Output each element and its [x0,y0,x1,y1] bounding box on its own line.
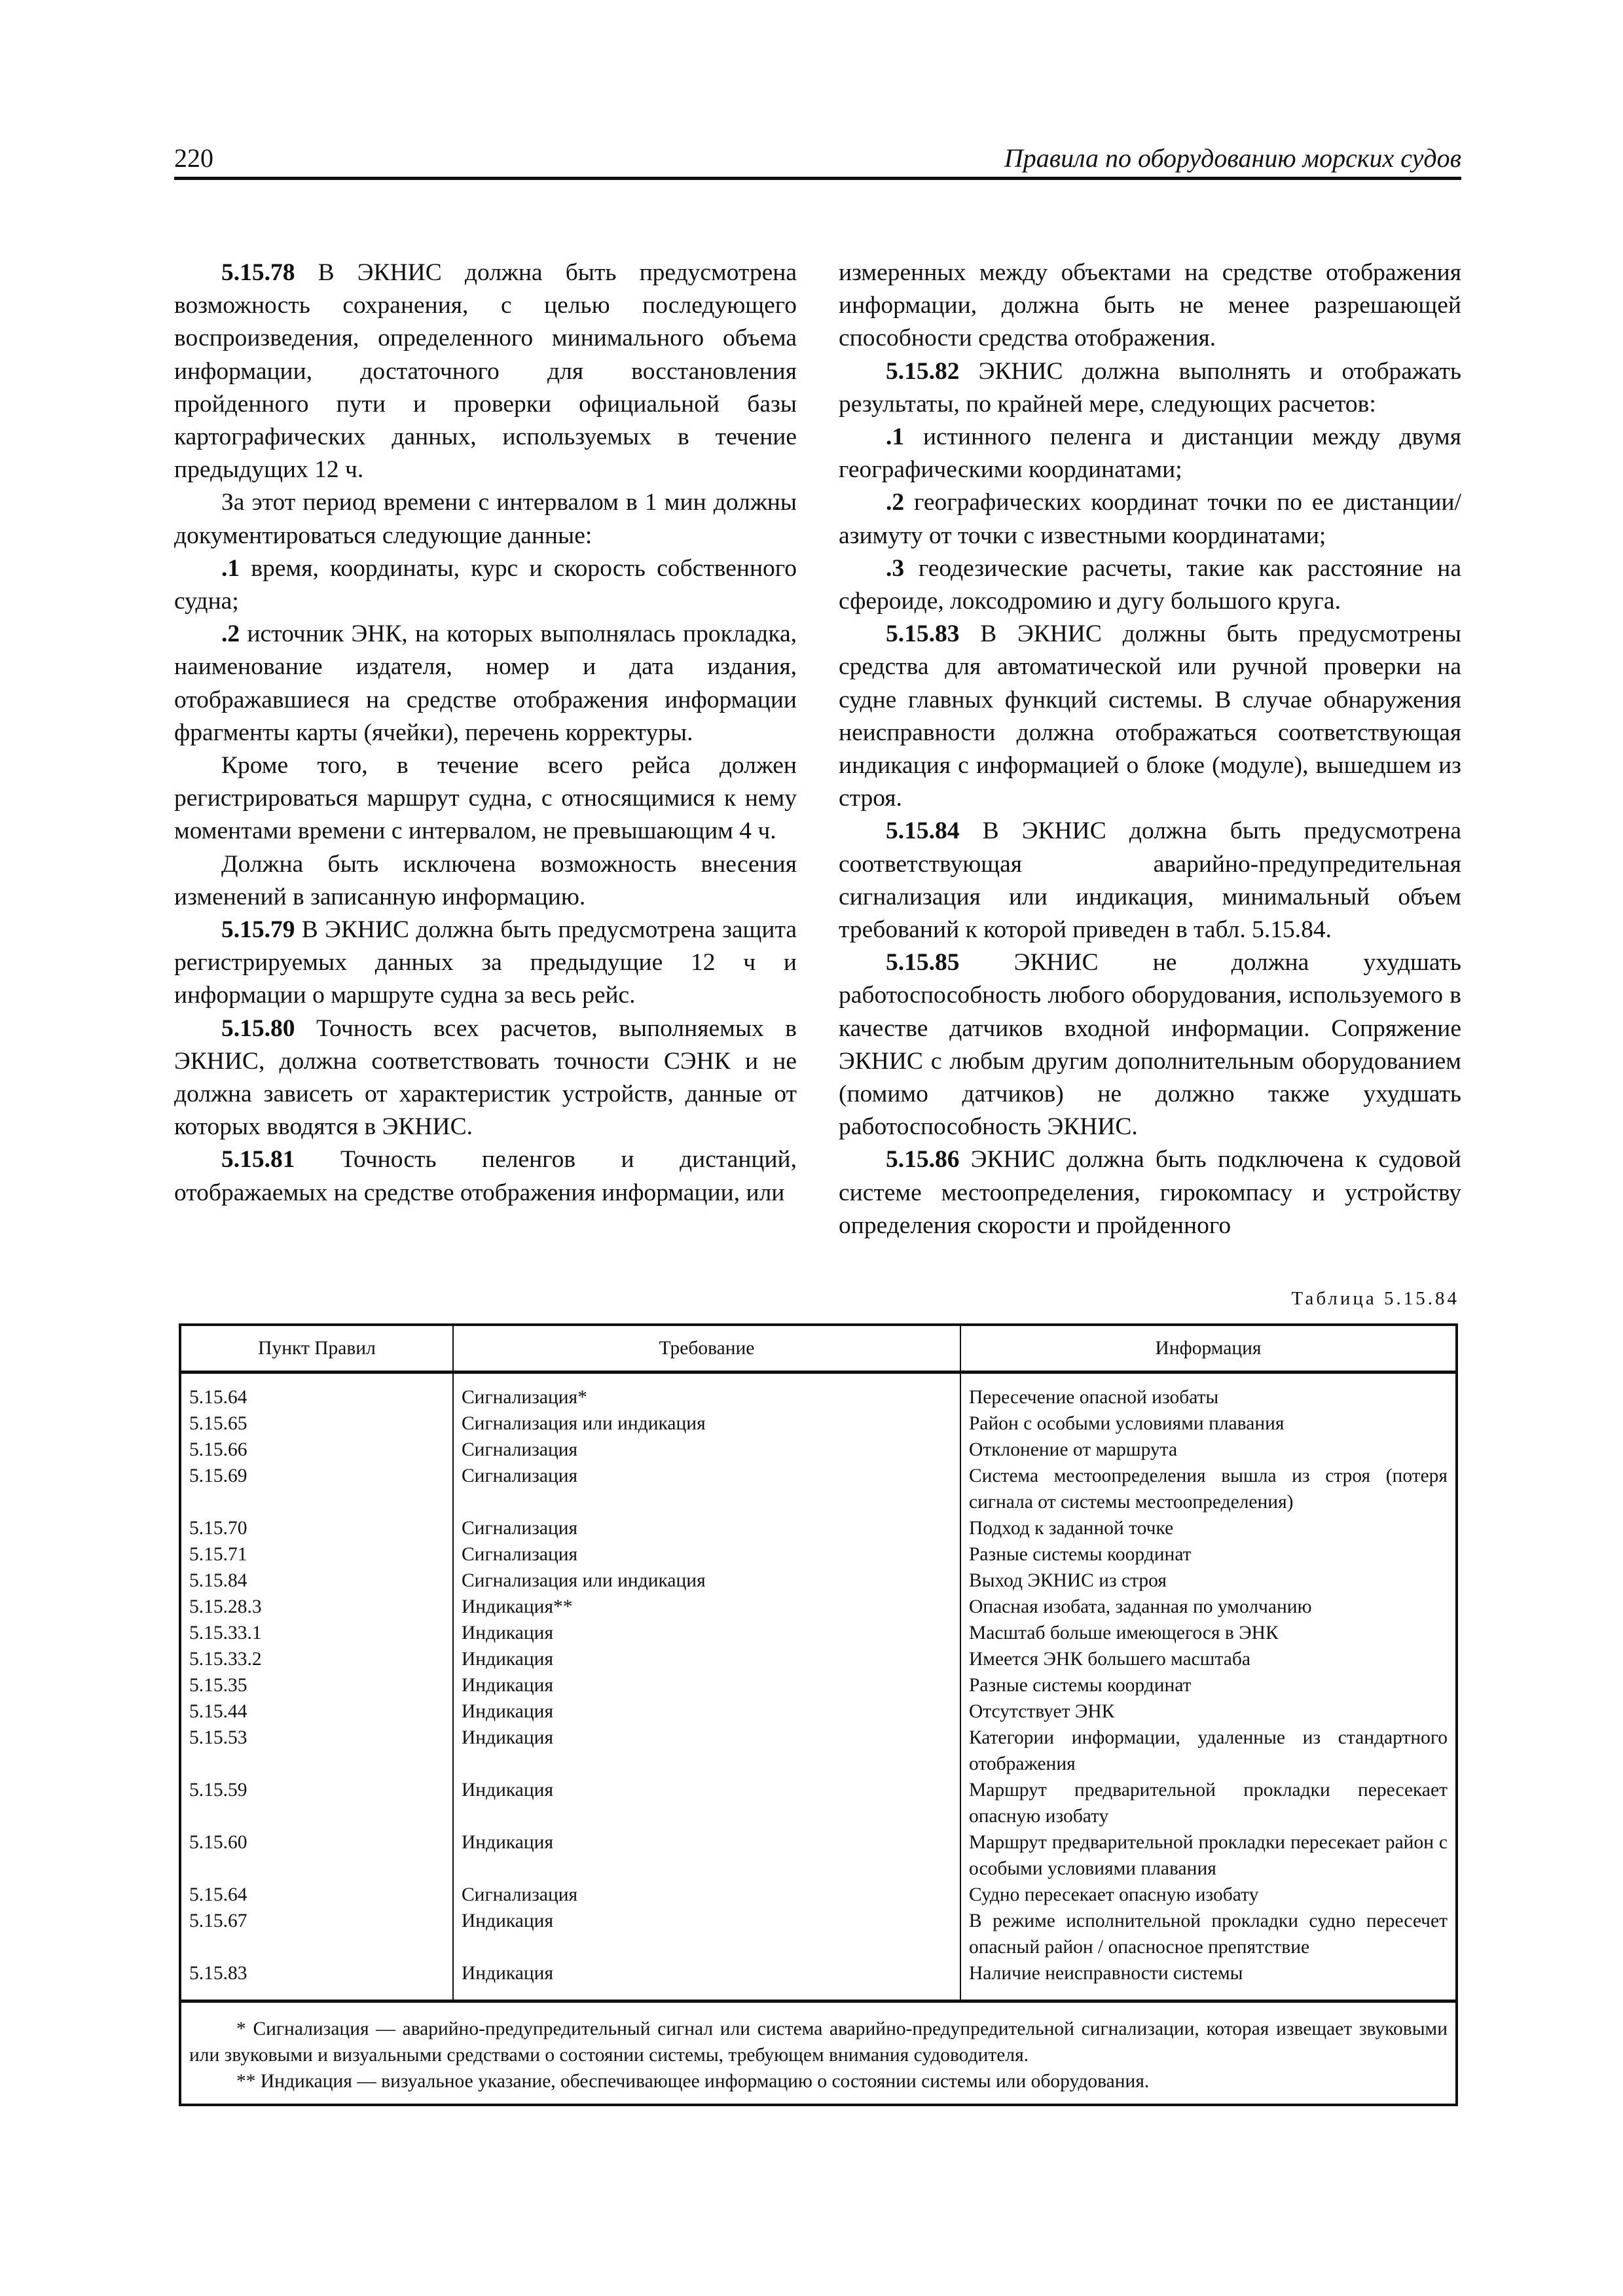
clause-number: .2 [221,620,240,648]
requirement-cell: Сигнализация [453,1882,960,1908]
requirement-cell: Индикация [453,1829,960,1882]
table-row [180,1829,1457,1882]
clause-cell: 5.15.44 [189,1701,247,1722]
clause-number: 5.15.86 [886,1146,960,1174]
information-cell: Маршрут предварительной прокладки пересекает опасную изобату [960,1777,1457,1829]
clause-cell: 5.15.64 [189,1387,247,1408]
table-footnotes [180,2001,1457,2106]
paragraph-text: В ЭКНИС должна быть предусмотрена соответствующая аварийно-предупредительная сигнализация или индикация, минимальный объем требований к которой приведен в табл. 5.15.84. [839,817,1461,944]
table-row [180,1777,1457,1829]
clause-cell: 5.15.84 [189,1570,247,1591]
paragraph-text: В ЭКНИС должна быть предусмотрена защита регистрируемых данных за предыдущие 12 ч и информации о маршруте судна за весь рейс. [174,916,797,1009]
paragraph [839,421,1461,486]
paragraph [174,1143,797,1209]
clause-number: .2 [886,489,905,516]
requirement-cell: Индикация [453,1620,960,1646]
running-title: Правила по оборудованию морских судов [1004,143,1461,173]
paragraph-text: Должна быть исключена возможность внесения изменений в записанную информацию. [174,850,797,910]
clause-cell: 5.15.59 [189,1780,247,1801]
footnote: ** Индикация — визуальное указание, обеспечивающее информацию о состоянии системы или оборудования. [236,2071,1150,2092]
paragraph-text: Точность пеленгов и дистанций, отображаемых на средстве отображения информации, или [174,1146,797,1206]
information-cell: Разные системы координат [960,1541,1457,1568]
table-row [180,1646,1457,1672]
clause-number: 5.15.83 [886,620,960,648]
paragraph [839,815,1461,946]
table-row [180,1960,1457,2001]
information-cell: Отсутствует ЭНК [960,1698,1457,1725]
paragraph [174,1013,797,1144]
footnote: * Сигнализация — аварийно-предупредительный сигнал или система аварийно-предупредительной сигнализации, которая извещает звуковыми или звуковыми и визуальными средствами о состоянии системы, требующем внимания судоводителя. [189,2018,1448,2066]
requirement-cell: Сигнализация или индикация [453,1410,960,1437]
table-caption: Таблица 5.15.84 [1291,1288,1459,1309]
table-row [180,1908,1457,1960]
paragraph [174,914,797,1013]
right-column [839,257,1461,1242]
paragraph-text: географических координат точки по ее дистанции/азимуту от точки с известными координатами; [839,489,1461,549]
paragraph-text: В ЭКНИС должны быть предусмотрены средства для автоматической или ручной проверки на судне главных функций системы. В случае обнаружения неисправности должна отображаться соответствующая индикация с информацией о блоке (модуле), вышедшем из строя. [839,620,1461,812]
paragraph [839,1143,1461,1242]
paragraph [174,749,797,848]
table-row [180,1698,1457,1725]
requirement-cell: Сигнализация [453,1541,960,1568]
clause-cell: 5.15.69 [189,1465,247,1486]
clause-cell: 5.15.71 [189,1544,247,1565]
paragraph-text: ЭКНИС должна быть подключена к судовой системе местоопределения, гирокомпасу и устройству определения скорости и пройденного [839,1146,1461,1239]
paragraph [839,257,1461,355]
requirement-cell: Индикация [453,1698,960,1725]
clause-cell: 5.15.83 [189,1963,247,1984]
clause-number: 5.15.80 [221,1014,295,1042]
header-cell: Информация [960,1325,1457,1372]
clause-number: .3 [886,554,905,582]
requirement-cell: Индикация [453,1646,960,1672]
header-cell: Пункт Правил [180,1325,453,1372]
table-row [180,1463,1457,1515]
clause-number: .1 [221,554,240,582]
information-cell: Выход ЭКНИС из строя [960,1568,1457,1594]
left-column [174,257,797,1210]
paragraph-text: измеренных между объектами на средстве отображения информации, должна быть не менее разрешающей способности средства отображения. [839,259,1461,352]
clause-cell: 5.15.28.3 [189,1596,262,1617]
paragraph [839,618,1461,815]
clause-number: .1 [886,423,905,451]
clause-cell: 5.15.64 [189,1884,247,1905]
clause-cell: 5.15.66 [189,1439,247,1460]
clause-cell: 5.15.70 [189,1518,247,1539]
information-cell: Разные системы координат [960,1672,1457,1698]
paragraph-text: время, координаты, курс и скорость собственного судна; [174,554,797,615]
paragraph-text: Кроме того, в течение всего рейса должен регистрироваться маршрут судна, с относящимися к нему моментами времени с интервалом, не превышающим 4 ч. [174,752,797,845]
paragraph [839,946,1461,1143]
requirement-cell: Сигнализация [453,1515,960,1541]
requirement-cell: Индикация [453,1960,960,2001]
clause-number: 5.15.82 [886,357,960,385]
page-header [174,137,1461,180]
clause-cell: 5.15.33.1 [189,1623,262,1643]
paragraph [839,552,1461,618]
paragraph [174,618,797,749]
clause-cell: 5.15.60 [189,1832,247,1853]
information-cell: Судно пересекает опасную изобату [960,1882,1457,1908]
information-cell: Отклонение от маршрута [960,1437,1457,1463]
header-cell: Требование [453,1325,960,1372]
requirement-cell: Индикация [453,1908,960,1960]
paragraph-text: источник ЭНК, на которых выполнялась прокладка, наименование издателя, номер и дата издания, отображавшиеся на средстве отображения информации фрагменты карты (ячейки), перечень корректуры. [174,620,797,746]
information-cell: Пересечение опасной изобаты [960,1372,1457,1411]
requirement-cell: Сигнализация* [453,1372,960,1411]
requirement-cell: Индикация [453,1725,960,1777]
table-row [180,1594,1457,1620]
paragraph [174,486,797,552]
paragraph [839,355,1461,421]
information-cell: Категории информации, удаленные из стандартного отображения [960,1725,1457,1777]
table-row [180,1882,1457,1908]
clause-number: 5.15.79 [221,916,295,944]
table-row [180,1568,1457,1594]
information-cell: Подход к заданной точке [960,1515,1457,1541]
paragraph-text: За этот период времени с интервалом в 1 мин должны документироваться следующие данные: [174,489,797,549]
table-row [180,1410,1457,1437]
information-cell: Масштаб больше имеющегося в ЭНК [960,1620,1457,1646]
paragraph [174,848,797,914]
clause-number: 5.15.84 [886,817,960,845]
requirement-cell: Индикация** [453,1594,960,1620]
table-row [180,1672,1457,1698]
information-cell: В режиме исполнительной прокладки судно пересечет опасный район / опасносное препятствие [960,1908,1457,1960]
requirement-cell: Сигнализация [453,1437,960,1463]
table-row [180,1372,1457,1411]
table-row [180,1620,1457,1646]
information-cell: Имеется ЭНК большего масштаба [960,1646,1457,1672]
information-cell: Наличие неисправности системы [960,1960,1457,2001]
information-cell: Район с особыми условиями плавания [960,1410,1457,1437]
requirement-cell: Индикация [453,1777,960,1829]
paragraph [174,552,797,618]
paragraph-text: истинного пеленга и дистанции между двумя географическими координатами; [839,423,1461,484]
table-row [180,1725,1457,1777]
clause-number: 5.15.78 [221,259,295,286]
table-row [180,1515,1457,1541]
paragraph-text: В ЭКНИС должна быть предусмотрена возможность сохранения, с целью последующего воспроизведения, определенного минимального объема информации, достаточного для восстановления пройденного пути и проверки официальной базы картографических данных, используемых в течение предыдущих 12 ч. [174,259,797,484]
table-row [180,1437,1457,1463]
clause-number: 5.15.81 [221,1146,295,1174]
clause-cell: 5.15.33.2 [189,1649,262,1670]
paragraph-text: геодезические расчеты, такие как расстояние на сфероиде, локсодромию и дугу большого круга. [839,554,1461,615]
paragraph-text: ЭКНИС не должна ухудшать работоспособность любого оборудования, используемого в качестве датчиков входной информации. Сопряжение ЭКНИС с любым другим дополнительным оборудованием (помимо датчиков) не должно также ухудшать работоспособность ЭКНИС. [839,949,1461,1141]
requirements-table [179,1323,1458,2106]
paragraph [839,486,1461,552]
clause-cell: 5.15.35 [189,1675,247,1696]
clause-cell: 5.15.65 [189,1413,247,1434]
requirement-cell: Сигнализация или индикация [453,1568,960,1594]
clause-number: 5.15.85 [886,949,960,977]
clause-cell: 5.15.67 [189,1910,247,1931]
paragraph [174,257,797,486]
requirement-cell: Индикация [453,1672,960,1698]
information-cell: Система местоопределения вышла из строя (потеря сигнала от системы местоопределения) [960,1463,1457,1515]
paragraph-text: ЭКНИС должна выполнять и отображать результаты, по крайней мере, следующих расчетов: [839,357,1461,418]
page-number: 220 [174,143,213,173]
information-cell: Маршрут предварительной прокладки пересекает район с особыми условиями плавания [960,1829,1457,1882]
table-row [180,1541,1457,1568]
information-cell: Опасная изобата, заданная по умолчанию [960,1594,1457,1620]
clause-cell: 5.15.53 [189,1727,247,1748]
paragraph-text: Точность всех расчетов, выполняемых в ЭКНИС, должна соответствовать точности СЭНК и не должна зависеть от характеристик устройств, данные от которых вводятся в ЭКНИС. [174,1014,797,1141]
requirement-cell: Сигнализация [453,1463,960,1515]
